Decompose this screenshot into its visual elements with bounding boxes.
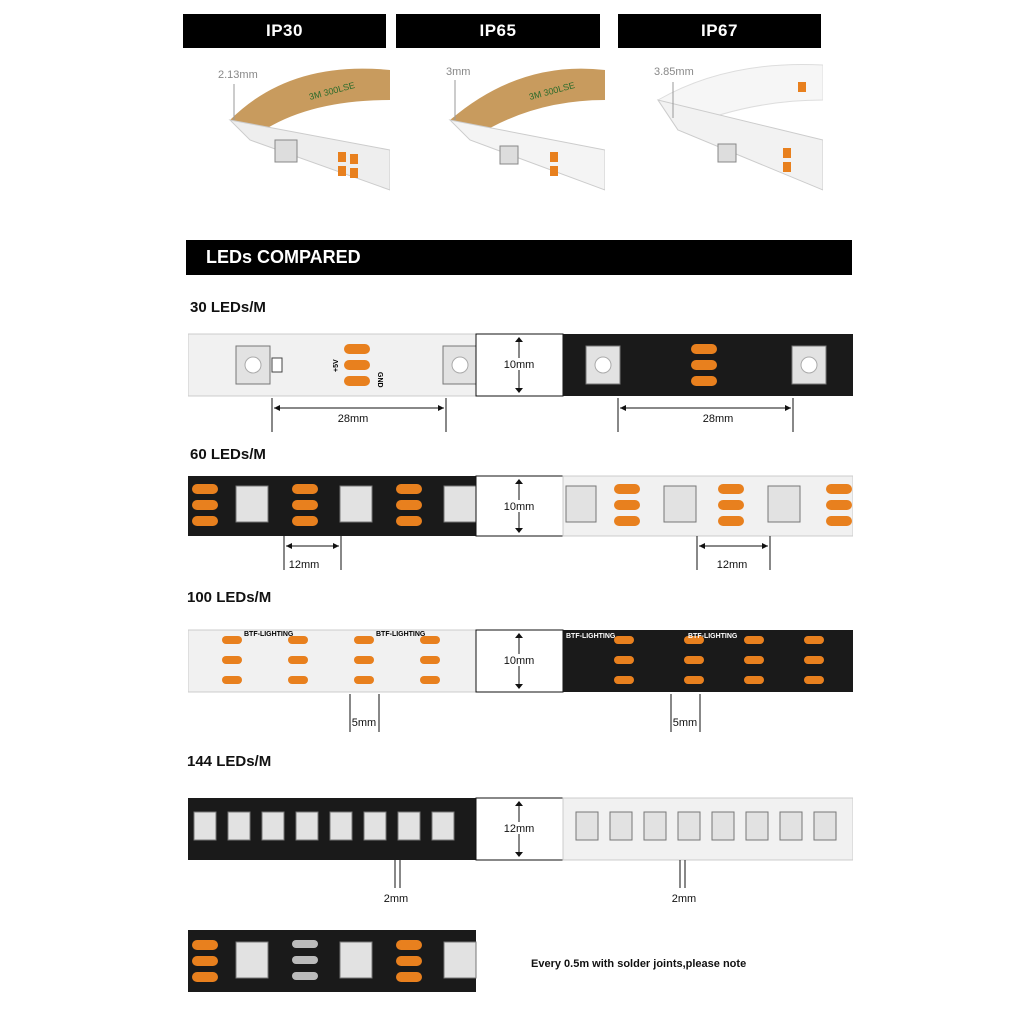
svg-text:BTF-LIGHTING: BTF-LIGHTING (376, 631, 426, 638)
row-30-pitch-left: 28mm (337, 413, 369, 425)
row-title-30: 30 LEDs/M (190, 299, 266, 316)
solder-joint-note: Every 0.5m with solder joints,please note (531, 958, 747, 970)
row-60-width: 10mm (503, 501, 535, 513)
svg-text:3M 300LSE: 3M 300LSE (527, 80, 576, 102)
row-100-width: 10mm (503, 655, 535, 667)
svg-text:BTF-LIGHTING: BTF-LIGHTING (566, 633, 616, 640)
row-title-60: 60 LEDs/M (190, 446, 266, 463)
row-30-pitch-right: 28mm (702, 413, 734, 425)
svg-text:BTF-LIGHTING: BTF-LIGHTING (688, 633, 738, 640)
ip65-thickness: 3mm (446, 66, 471, 78)
ip67-strip-illustration (648, 60, 823, 200)
row-60-diagram (188, 474, 853, 574)
ip30-thickness: 2.13mm (218, 69, 258, 81)
row-60-pitch-right: 12mm (716, 559, 748, 571)
row-100-pitch-left: 5mm (351, 717, 377, 729)
solder-joint-strip (188, 930, 478, 994)
tab-ip67: IP67 (618, 14, 821, 48)
row-144-pitch-right: 2mm (671, 893, 697, 905)
tab-ip30: IP30 (183, 14, 386, 48)
leds-compared-header: LEDs COMPARED (186, 240, 852, 275)
ip67-thickness: 3.85mm (654, 66, 694, 78)
row-title-100: 100 LEDs/M (187, 589, 272, 606)
row-30-width: 10mm (503, 359, 535, 371)
svg-text:3M 300LSE: 3M 300LSE (307, 80, 356, 102)
row-60-pitch-left: 12mm (288, 559, 320, 571)
row-100-pitch-right: 5mm (672, 717, 698, 729)
svg-text:BTF-LIGHTING: BTF-LIGHTING (244, 631, 294, 638)
row-144-width: 12mm (503, 823, 535, 835)
ip65-strip-illustration (430, 60, 605, 200)
row-30-diagram (188, 332, 853, 436)
row-title-144: 144 LEDs/M (187, 753, 272, 770)
svg-text:+5V: +5V (333, 359, 340, 372)
ip30-strip-illustration (190, 60, 390, 200)
row-100-diagram (188, 628, 853, 738)
tab-ip65: IP65 (396, 14, 600, 48)
svg-text:GND: GND (376, 372, 383, 388)
row-144-pitch-left: 2mm (383, 893, 409, 905)
row-144-diagram (188, 796, 853, 906)
